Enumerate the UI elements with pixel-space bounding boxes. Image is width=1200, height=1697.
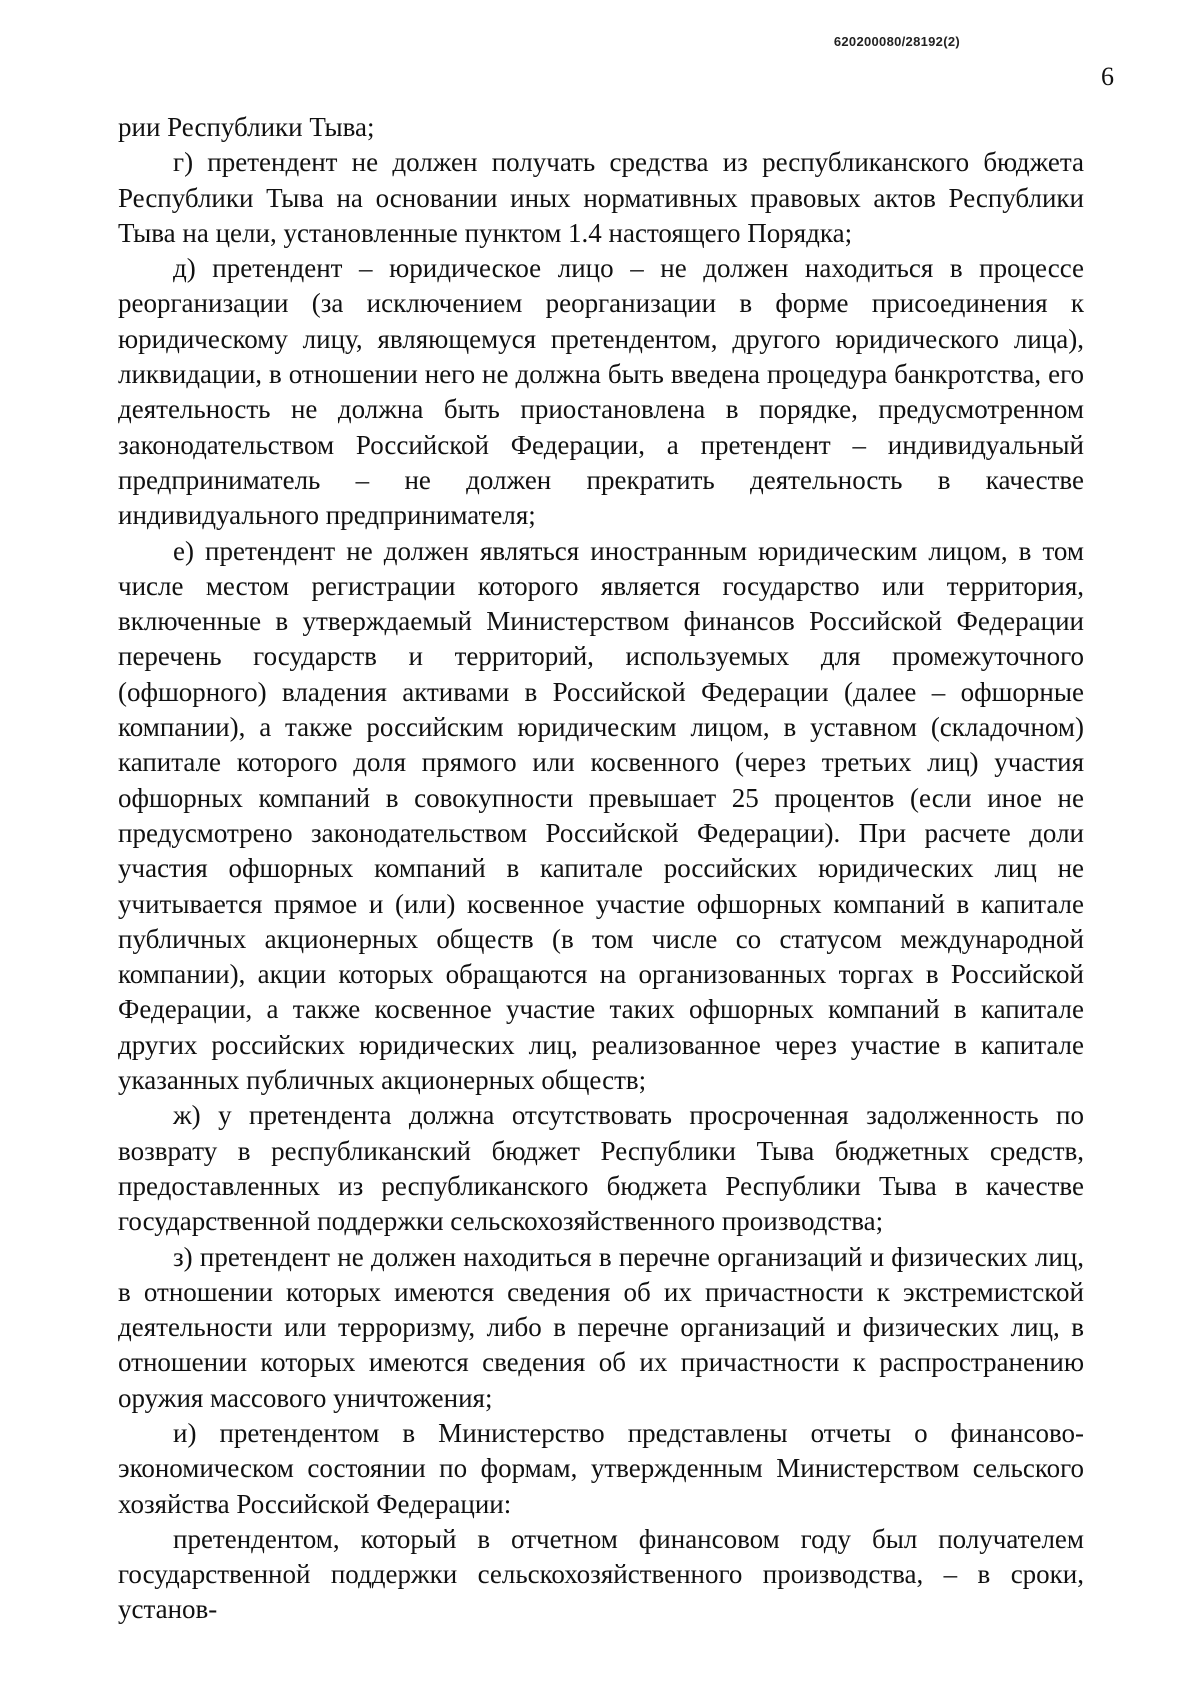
paragraph-i-sub: претендентом, который в отчетном финансовом году был получателем государственной поддержки сельскохозяйственного производства, – в сроки, установ- — [118, 1523, 1084, 1625]
paragraph-d: д) претендент – юридическое лицо – не должен находиться в процессе реорганизации (за исключением реорганизации в форме присоединения к юридическому лицу, являющемуся претендентом, другого юридического лица), ликвидации, в отношении него не должна быть введена процедура банкротства, его деятельность не должна быть приостановлена в порядке, предусмотренном законодательством Российской Федерации, а претендент – индивидуальный предприниматель – не должен прекратить деятельность в качестве индивидуального предпринимателя; — [118, 253, 1084, 531]
paragraph-z: з) претендент не должен находиться в перечне организаций и физических лиц, в отношении которых имеются сведения об их причастности к экстремистской деятельности или терроризму, либо в перечне организаций и физических лиц, в отношении которых имеются сведения об их причастности к распространению оружия массового уничтожения; — [118, 1241, 1084, 1413]
paragraph-continuation: рии Республики Тыва; — [118, 112, 375, 142]
paragraph-g: г) претендент не должен получать средства из республиканского бюджета Республики Тыва на основании иных нормативных правовых актов Республики Тыва на цели, установленные пунктом 1.4 настоящего Порядка; — [118, 147, 1084, 248]
paragraph-i: и) претендентом в Министерство представлены отчеты о финансово-экономическом состоянии по формам, утвержденным Министерством сельского хозяйства Российской Федерации: — [118, 1417, 1084, 1519]
paragraph-zh: ж) у претендента должна отсутствовать просроченная задолженность по возврату в республиканский бюджет Республики Тыва бюджетных средств, предоставленных из республиканского бюджета Республики Тыва в качестве государственной поддержки сельскохозяйственного производства; — [118, 1100, 1084, 1237]
page-number: 6 — [1101, 62, 1114, 91]
document-body — [118, 110, 1084, 1628]
paragraph-e: е) претендент не должен являться иностранным юридическим лицом, в том числе местом регистрации которого является государство или территория, включенные в утверждаемый Министерством финансов Российской Федерации перечень государств и территорий, используемых для промежуточного (офшорного) владения активами в Российской Федерации (далее – офшорные компании), а также российским юридическим лицом, в уставном (складочном) капитале которого доля прямого или косвенного (через третьих лиц) участия офшорных компаний в совокупности превышает 25 процентов (если иное не предусмотрено законодательством Российской Федерации). При расчете доли участия офшорных компаний в капитале российских юридических лиц не учитывается прямое и (или) косвенное участие офшорных компаний в капитале публичных акционерных обществ (в том числе со статусом международной компании), акции которых обращаются на организованных торгах в Российской Федерации, а также косвенное участие таких офшорных компаний в капитале других российских юридических лиц, реализованное через участие в капитале указанных публичных акционерных обществ; — [118, 535, 1084, 1096]
document-id: 620200080/28192(2) — [833, 34, 960, 49]
